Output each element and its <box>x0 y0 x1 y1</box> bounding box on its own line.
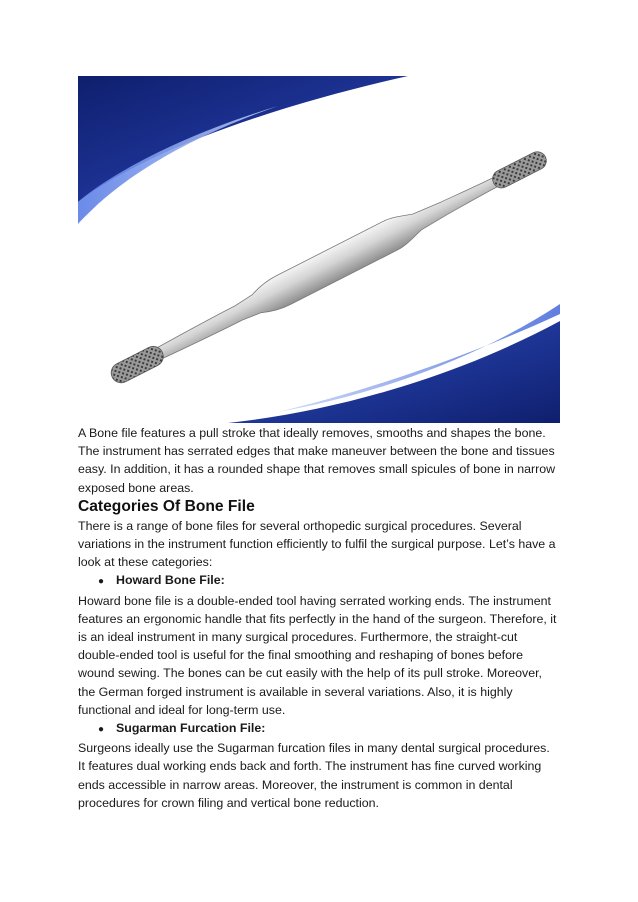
bullet-icon: ● <box>98 576 105 588</box>
howard-description: Howard bone file is a double-ended tool having serrated working ends. The instrument features an ergonomic handle that fits perfectly in the hand of the surgeon. Therefore, it is an ideal instrument in many surgical procedures. Furthermore, the straight-cut double-ended tool is useful for the final smoothing and reshaping of bones before wound sewing. The bones can be cut easily with the help of its pull stroke. Moreover, the German forged instrument is available in several variations. Also, it is highly functional and ideal for long-term use. <box>78 593 557 717</box>
sugarman-title: Sugarman Furcation File: <box>116 721 266 736</box>
categories-intro: There is a range of bone files for several orthopedic surgical procedures. Several variations in the instrument function efficiently to fulfil the surgical purpose. Let’s have a look at these categories: <box>78 518 556 570</box>
section-heading: Categories Of Bone File <box>78 497 255 515</box>
bullet-icon: ● <box>98 724 105 736</box>
bone-file-instrument-image <box>78 76 560 423</box>
howard-title: Howard Bone File: <box>116 573 225 588</box>
sugarman-description: Surgeons ideally use the Sugarman furcation files in many dental surgical procedures. It features dual working ends back and forth. The instrument has fine curved working ends accessible in narrow areas. Moreover, the instrument is common in dental procedures for crown filing and vertical bone reduction. <box>78 741 550 810</box>
list-item-sugarman <box>78 719 560 739</box>
intro-paragraph: A Bone file features a pull stroke that ideally removes, smooths and shapes the bone. The instrument has serrated edges that make maneuver between the bone and tissues easy. In addition, it has a rounded shape that removes small spicules of bone in narrow exposed bone areas. <box>78 426 556 495</box>
hero-image <box>78 76 560 423</box>
article-body <box>78 424 560 812</box>
list-item-howard <box>78 571 560 591</box>
